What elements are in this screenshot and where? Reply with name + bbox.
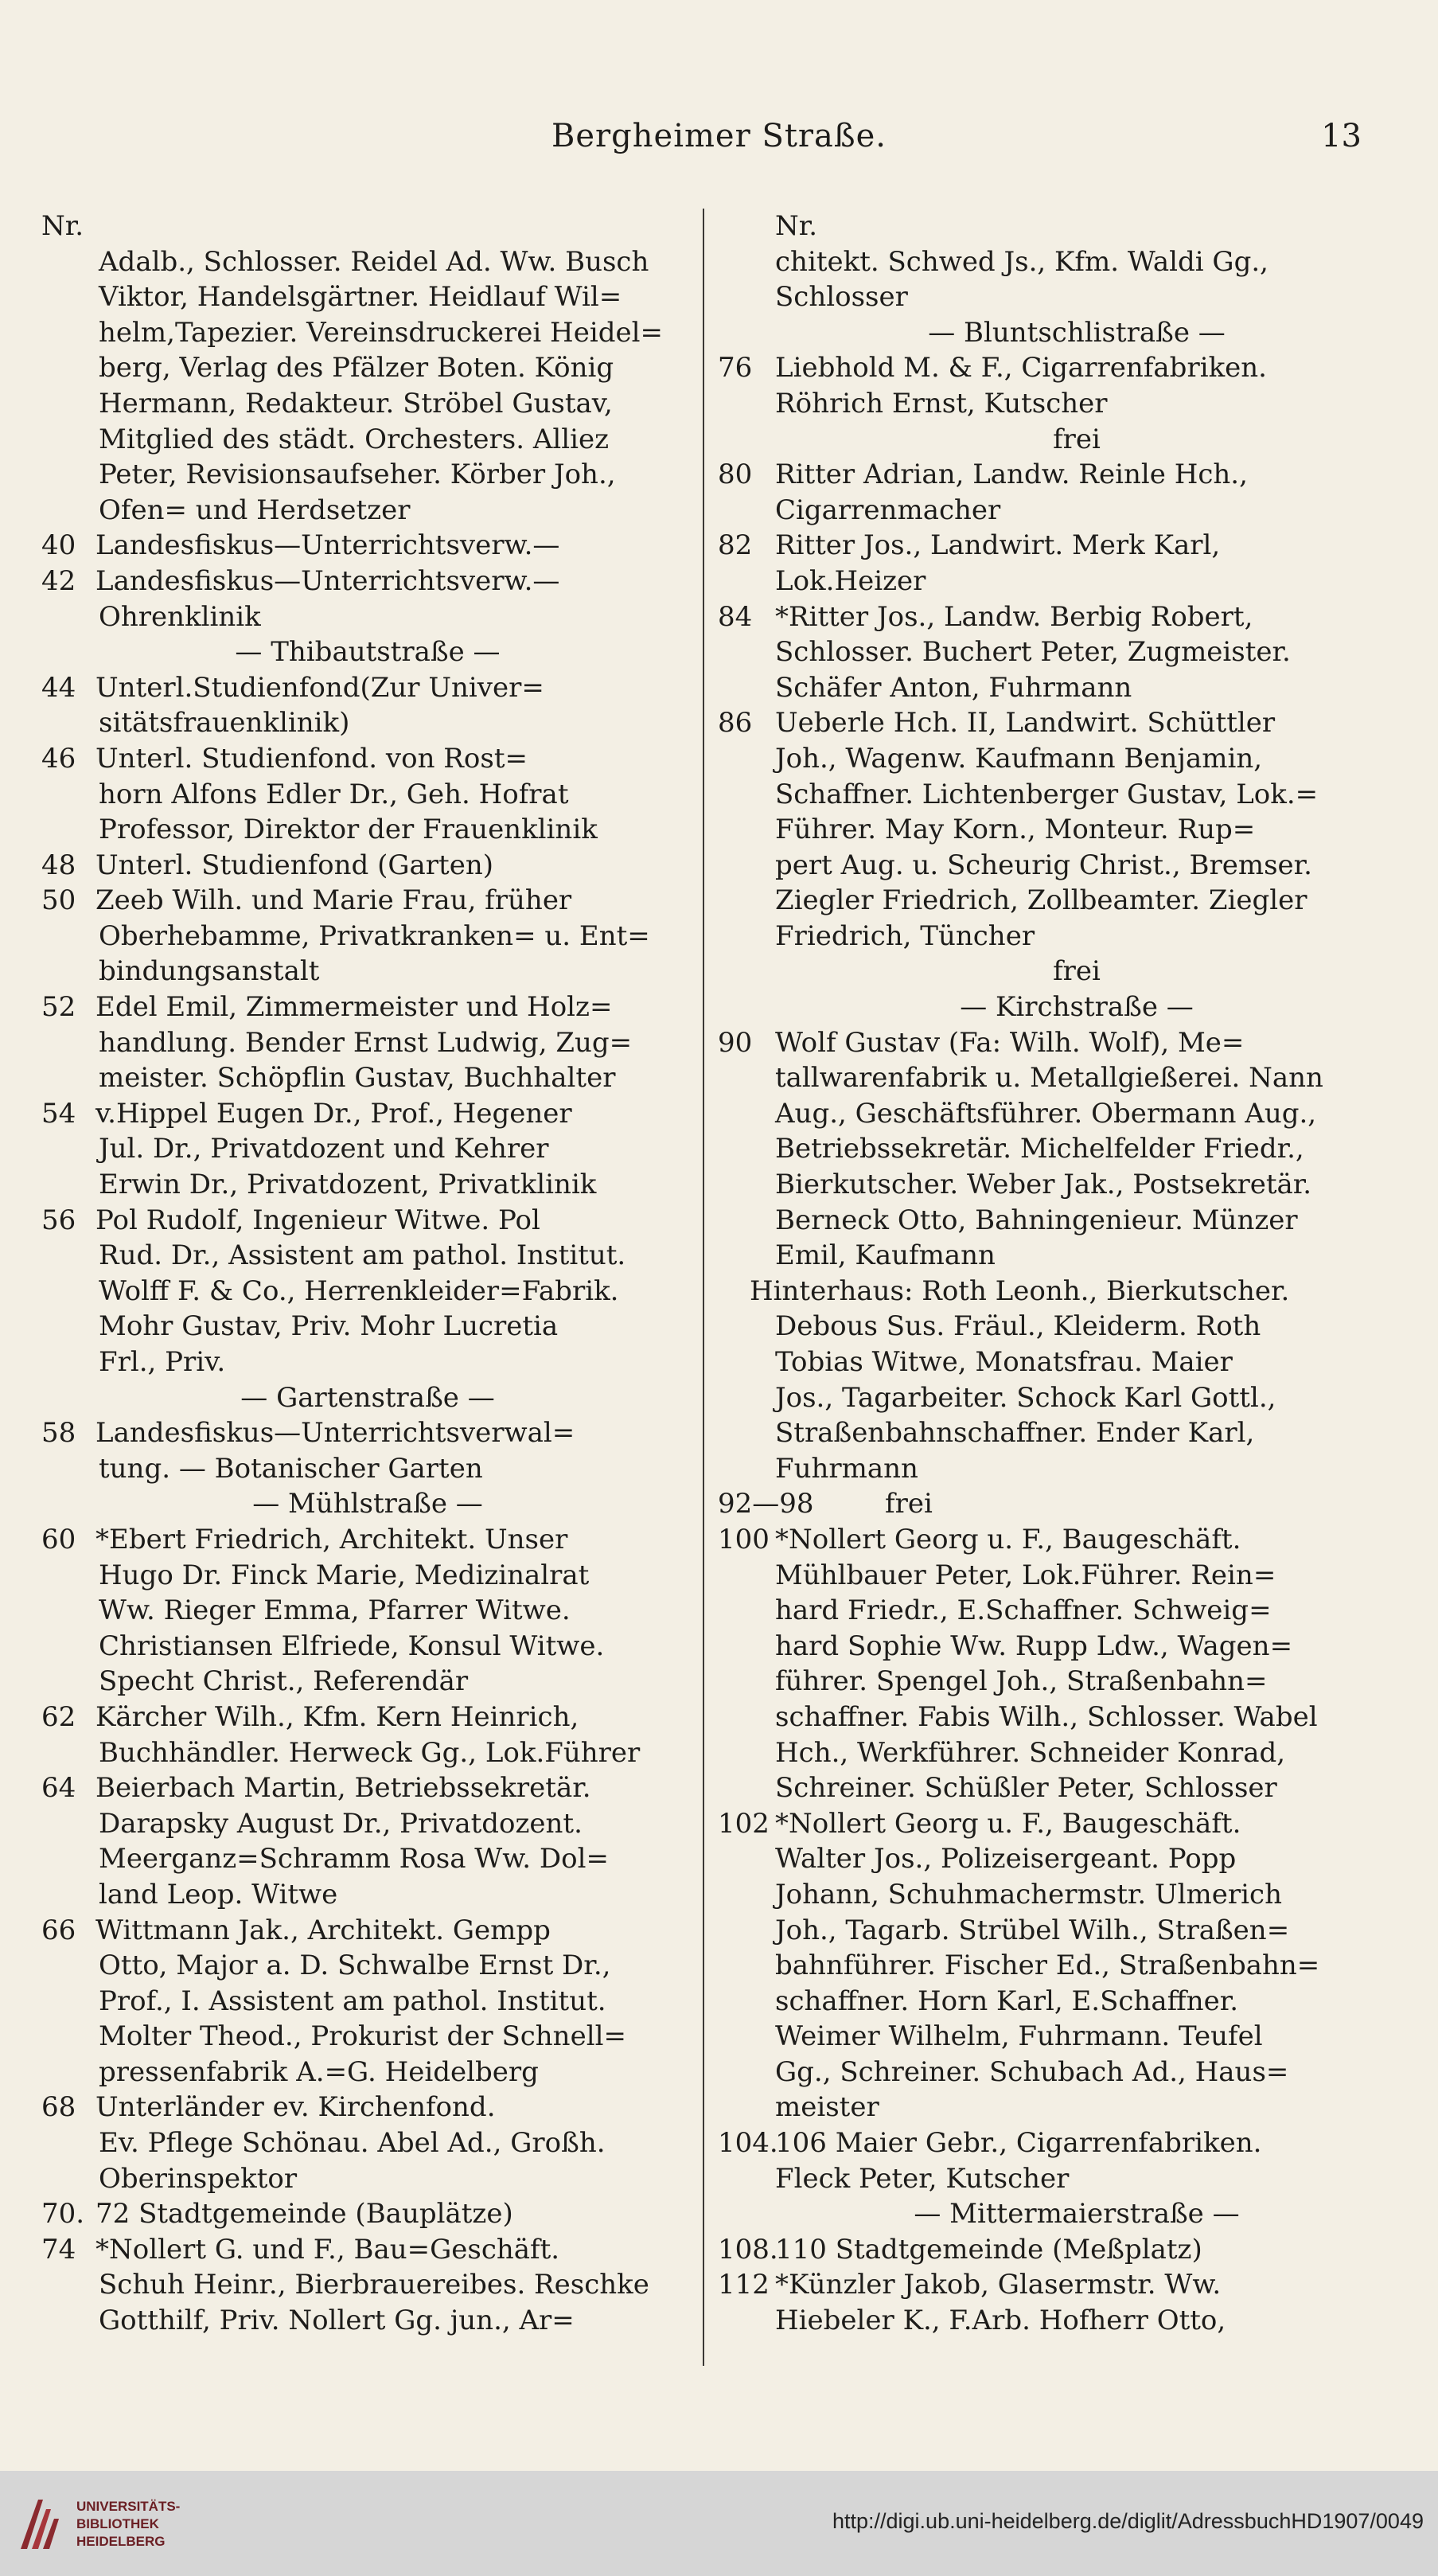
entry-continuation-line <box>718 386 1378 422</box>
line-text: Ziegler Friedrich, Zollbeamter. Ziegler <box>775 884 1307 917</box>
line-text: tallwarenfabrik u. Metallgießerei. Nann <box>775 1062 1323 1095</box>
line-text: — Thibautstraße — <box>235 636 501 669</box>
line-text: Bierkutscher. Weber Jak., Postsekretär. <box>775 1169 1312 1201</box>
right-column <box>718 209 1378 2339</box>
footer-bar <box>0 2471 1438 2576</box>
house-number: 74 <box>41 2233 76 2266</box>
line-text: Ohrenklinik <box>99 600 261 633</box>
line-text: Ritter Jos., Landwirt. Merk Karl, <box>775 529 1221 562</box>
line-text: Joh., Wagenw. Kaufmann Benjamin, <box>775 742 1263 775</box>
entry-continuation-line <box>718 1700 1378 1735</box>
house-number: 48 <box>41 849 76 881</box>
entry-continuation-line <box>41 422 694 458</box>
line-text: Weimer Wilhelm, Fuhrmann. Teufel <box>775 2020 1263 2053</box>
line-text: Oberinspektor <box>99 2162 298 2195</box>
address-entry-line <box>41 670 694 706</box>
house-number: 80 <box>718 459 753 491</box>
line-text: Zeeb Wilh. und Marie Frau, früher <box>95 884 572 917</box>
line-text: Ofen= und Herdsetzer <box>99 494 411 526</box>
entry-continuation-line <box>718 812 1378 848</box>
line-text: Röhrich Ernst, Kutscher <box>775 387 1108 420</box>
line-text: Frl., Priv. <box>99 1346 226 1378</box>
entry-continuation-line <box>718 564 1378 599</box>
line-text: Pol Rudolf, Ingenieur Witwe. Pol <box>95 1204 540 1236</box>
line-text: Peter, Revisionsaufseher. Körber Joh., <box>99 459 616 491</box>
line-text: *Künzler Jakob, Glasermstr. Ww. <box>775 2269 1222 2301</box>
entry-continuation-line <box>718 1984 1378 2020</box>
line-text: Adalb., Schlosser. Reidel Ad. Ww. Busch <box>99 245 649 278</box>
line-text: Betriebssekretär. Michelfelder Friedr., <box>775 1133 1304 1165</box>
line-text: hard Sophie Ww. Rupp Ldw., Wagen= <box>775 1630 1293 1662</box>
logo-line: UNIVERSITÄTS- <box>76 2499 181 2514</box>
address-entry-line <box>41 1770 694 1806</box>
line-text: Straßenbahnschaffner. Ender Karl, <box>775 1417 1255 1450</box>
line-text: Erwin Dr., Privatdozent, Privatklinik <box>99 1169 597 1201</box>
entry-continuation-line <box>41 1167 694 1203</box>
entry-continuation-line <box>41 1984 694 2020</box>
line-text: Ww. Rieger Emma, Pfarrer Witwe. <box>99 1594 571 1627</box>
line-text: meister <box>775 2091 879 2124</box>
address-entry-line <box>41 883 694 919</box>
house-number: 112 <box>718 2269 770 2301</box>
logo-line: BIBLIOTHEK <box>76 2516 159 2531</box>
line-text: Prof., I. Assistent am pathol. Institut. <box>99 1985 606 2017</box>
entry-continuation-line <box>718 2019 1378 2055</box>
entry-continuation-line <box>41 705 694 741</box>
line-text: Specht Christ., Referendär <box>99 1665 469 1698</box>
entry-continuation-line <box>41 1025 694 1061</box>
address-entry-line <box>718 350 1378 386</box>
line-text: Unterl. Studienfond. von Rost= <box>95 742 528 775</box>
page-number: 13 <box>1321 118 1362 154</box>
line-text: Hugo Dr. Finck Marie, Medizinalrat <box>99 1559 590 1591</box>
logo-line: HEIDELBERG <box>76 2534 166 2549</box>
line-text: Fleck Peter, Kutscher <box>775 2162 1070 2195</box>
source-url-link[interactable]: http://digi.ub.uni-heidelberg.de/diglit/AdressbuchHD1907/0049 <box>832 2509 1424 2533</box>
entry-continuation-line <box>41 599 694 635</box>
entry-continuation-line <box>41 2161 694 2197</box>
address-entry-line <box>41 1415 694 1451</box>
column-divider <box>703 209 704 2366</box>
page-header <box>0 118 1438 174</box>
line-text: v.Hippel Eugen Dr., Prof., Hegener <box>95 1097 572 1130</box>
line-text: schaffner. Horn Karl, E.Schaffner. <box>775 1985 1239 2017</box>
entry-continuation-line <box>718 1593 1378 1629</box>
entry-continuation-line <box>41 279 694 315</box>
entry-continuation-line <box>41 1451 694 1487</box>
address-entry-line <box>718 528 1378 564</box>
entry-continuation-line <box>718 1877 1378 1913</box>
line-text: Friedrich, Tüncher <box>775 919 1035 952</box>
entry-continuation-line <box>718 2303 1378 2339</box>
line-text: 72 Stadtgemeinde (Bauplätze) <box>95 2198 513 2231</box>
line-text: Professor, Direktor der Frauenklinik <box>99 814 598 846</box>
line-text: Jul. Dr., Privatdozent und Kehrer <box>99 1133 549 1165</box>
line-text: Gg., Schreiner. Schubach Ad., Haus= <box>775 2055 1289 2088</box>
line-text: Schuh Heinr., Bierbrauereibes. Reschke <box>99 2269 649 2301</box>
entry-continuation-line <box>718 634 1378 670</box>
house-number: 68 <box>41 2091 76 2124</box>
line-text: Oberhebamme, Privatkranken= u. Ent= <box>99 919 650 952</box>
entry-continuation-line <box>41 1806 694 1842</box>
line-text: Berneck Otto, Bahningenieur. Münzer <box>775 1204 1298 1236</box>
line-text: pressenfabrik A.=G. Heidelberg <box>99 2055 539 2088</box>
house-number: 58 <box>41 1417 76 1450</box>
line-text: — Bluntschlistraße — <box>928 316 1226 349</box>
line-text: Nr. <box>775 210 818 242</box>
line-text: Joh., Tagarb. Strübel Wilh., Straßen= <box>775 1914 1290 1946</box>
house-number: 64 <box>41 1772 76 1805</box>
line-text: Ueberle Hch. II, Landwirt. Schüttler <box>775 707 1276 740</box>
entry-continuation-line <box>41 1131 694 1167</box>
entry-continuation-line <box>718 1096 1378 1132</box>
entry-continuation-line <box>718 493 1378 529</box>
line-text: Fuhrmann <box>775 1452 918 1485</box>
address-entry-line <box>41 528 694 564</box>
line-text: Wolff F. & Co., Herrenkleider=Fabrik. <box>99 1274 619 1307</box>
line-text: berg, Verlag des Pfälzer Boten. König <box>99 352 614 384</box>
entry-continuation-line <box>718 1274 1378 1309</box>
entry-continuation-line <box>41 777 694 813</box>
line-text: Tobias Witwe, Monatsfrau. Maier <box>775 1346 1233 1378</box>
line-text: frei <box>1053 423 1101 455</box>
line-text: Edel Emil, Zimmermeister und Holz= <box>95 991 613 1024</box>
column-label <box>41 209 694 244</box>
address-entry-line <box>718 2232 1378 2268</box>
entry-continuation-line <box>718 1451 1378 1487</box>
line-text: hard Friedr., E.Schaffner. Schweig= <box>775 1594 1272 1627</box>
line-text: *Nollert G. und F., Bau=Geschäft. <box>95 2233 560 2266</box>
line-text: 110 Stadtgemeinde (Meßplatz) <box>775 2233 1202 2266</box>
entry-continuation-line <box>41 2125 694 2161</box>
line-text: Hermann, Redakteur. Ströbel Gustav, <box>99 387 613 420</box>
house-number: 50 <box>41 884 76 917</box>
entry-continuation-line <box>718 1948 1378 1984</box>
entry-continuation-line <box>718 279 1378 315</box>
address-entry-line <box>41 989 694 1025</box>
line-text: Schlosser <box>775 281 908 314</box>
address-entry-line <box>718 1522 1378 1558</box>
entry-continuation-line <box>718 1735 1378 1771</box>
line-text: Landesfiskus—Unterrichtsverwal= <box>95 1417 575 1450</box>
entry-continuation-line <box>41 1238 694 1274</box>
line-text: schaffner. Fabis Wilh., Schlosser. Wabel <box>775 1700 1318 1733</box>
line-text: land Leop. Witwe <box>99 1878 338 1911</box>
line-text: Beierbach Martin, Betriebssekretär. <box>95 1772 591 1805</box>
address-entry-line <box>41 2090 694 2125</box>
entry-continuation-line <box>41 1558 694 1594</box>
entry-continuation-line <box>41 919 694 954</box>
line-text: Nr. <box>41 210 84 242</box>
house-number: 62 <box>41 1700 76 1733</box>
house-number: 40 <box>41 529 76 562</box>
house-number: 84 <box>718 600 753 633</box>
line-text: Schäfer Anton, Fuhrmann <box>775 671 1132 704</box>
street-heading <box>41 1486 694 1522</box>
street-heading <box>41 1380 694 1416</box>
line-text: Jos., Tagarbeiter. Schock Karl Gottl., <box>775 1381 1276 1414</box>
entry-continuation-line <box>718 919 1378 954</box>
house-number: 56 <box>41 1204 76 1236</box>
address-entry-line <box>41 1522 694 1558</box>
line-text: Mühlbauer Peter, Lok.Führer. Rein= <box>775 1559 1276 1591</box>
entry-continuation-line <box>718 1380 1378 1416</box>
house-number: 70. <box>41 2198 85 2231</box>
line-text: helm,Tapezier. Vereinsdruckerei Heidel= <box>99 316 663 349</box>
house-number: 90 <box>718 1026 753 1059</box>
house-number: 46 <box>41 742 76 775</box>
street-heading <box>718 954 1378 989</box>
line-text: Hinterhaus: Roth Leonh., Bierkutscher. <box>750 1274 1290 1307</box>
address-entry-line <box>718 1486 1378 1522</box>
left-column <box>41 209 694 2339</box>
line-text: — Kirchstraße — <box>960 991 1194 1024</box>
line-text: Meerganz=Schramm Rosa Ww. Dol= <box>99 1843 610 1875</box>
university-library-logo-icon <box>14 2493 65 2554</box>
address-entry-line <box>718 2125 1378 2161</box>
entry-continuation-line <box>718 741 1378 777</box>
running-title: Bergheimer Straße. <box>551 118 887 154</box>
entry-continuation-line <box>718 1345 1378 1380</box>
line-text: Mohr Gustav, Priv. Mohr Lucretia <box>99 1310 559 1343</box>
line-text: *Nollert Georg u. F., Baugeschäft. <box>775 1807 1241 1840</box>
address-entry-line <box>41 1096 694 1132</box>
entry-continuation-line <box>718 2055 1378 2090</box>
line-text: Unterl.Studienfond(Zur Univer= <box>95 671 544 704</box>
entry-continuation-line <box>718 670 1378 706</box>
line-text: *Ebert Friedrich, Architekt. Unser <box>95 1523 568 1555</box>
entry-continuation-line <box>718 1558 1378 1594</box>
address-entry-line <box>41 564 694 599</box>
line-text: frei <box>885 1488 933 1520</box>
entry-continuation-line <box>718 1167 1378 1203</box>
house-number: 66 <box>41 1914 76 1946</box>
line-text: Otto, Major a. D. Schwalbe Ernst Dr., <box>99 1950 611 1982</box>
line-text: meister. Schöpflin Gustav, Buchhalter <box>99 1062 616 1095</box>
entry-continuation-line <box>41 1274 694 1309</box>
street-heading <box>718 315 1378 351</box>
line-text: Gotthilf, Priv. Nollert Gg. jun., Ar= <box>99 2305 575 2337</box>
address-entry-line <box>41 741 694 777</box>
line-text: Emil, Kaufmann <box>775 1239 996 1272</box>
entry-continuation-line <box>41 1060 694 1096</box>
entry-continuation-line <box>41 1735 694 1771</box>
entry-continuation-line <box>718 1238 1378 1274</box>
entry-continuation-line <box>41 1309 694 1345</box>
library-logo-text <box>76 2498 180 2551</box>
line-text: Darapsky August Dr., Privatdozent. <box>99 1807 583 1840</box>
house-number: 52 <box>41 991 76 1024</box>
line-text: — Mühlstraße — <box>252 1488 483 1520</box>
line-text: Ev. Pflege Schönau. Abel Ad., Großh. <box>99 2127 606 2160</box>
entry-continuation-line <box>41 1629 694 1665</box>
entry-continuation-line <box>41 1877 694 1913</box>
line-text: führer. Spengel Joh., Straßenbahn= <box>775 1665 1268 1698</box>
line-text: horn Alfons Edler Dr., Geh. Hofrat <box>99 778 569 810</box>
entry-continuation-line <box>718 1060 1378 1096</box>
entry-continuation-line <box>718 777 1378 813</box>
entry-continuation-line <box>718 1629 1378 1665</box>
line-text: bindungsanstalt <box>99 955 320 988</box>
line-text: — Gartenstraße — <box>240 1381 495 1414</box>
entry-continuation-line <box>41 812 694 848</box>
line-text: bahnführer. Fischer Ed., Straßenbahn= <box>775 1950 1320 1982</box>
entry-continuation-line <box>718 244 1378 280</box>
entry-continuation-line <box>41 2055 694 2090</box>
entry-continuation-line <box>718 1841 1378 1877</box>
house-number: 44 <box>41 671 76 704</box>
entry-continuation-line <box>41 244 694 280</box>
line-text: Mitglied des städt. Orchesters. Alliez <box>99 423 610 455</box>
address-entry-line <box>718 705 1378 741</box>
entry-continuation-line <box>718 883 1378 919</box>
line-text: Buchhändler. Herweck Gg., Lok.Führer <box>99 1736 641 1769</box>
address-entry-line <box>41 2196 694 2232</box>
entry-continuation-line <box>718 848 1378 884</box>
address-entry-line <box>718 1025 1378 1061</box>
line-text: Christiansen Elfriede, Konsul Witwe. <box>99 1630 605 1662</box>
address-entry-line <box>718 457 1378 493</box>
house-number: 92—98 <box>718 1488 814 1520</box>
line-text: Lok.Heizer <box>775 564 926 597</box>
line-text: Walter Jos., Polizeisergeant. Popp <box>775 1843 1237 1875</box>
entry-continuation-line <box>718 1913 1378 1949</box>
line-text: Wittmann Jak., Architekt. Gempp <box>95 1914 551 1946</box>
line-text: pert Aug. u. Scheurig Christ., Bremser. <box>775 849 1312 881</box>
address-entry-line <box>41 848 694 884</box>
column-label <box>718 209 1378 244</box>
address-entry-line <box>41 1700 694 1735</box>
address-entry-line <box>718 1806 1378 1842</box>
entry-continuation-line <box>41 2267 694 2303</box>
line-text: Hiebeler K., F.Arb. Hofherr Otto, <box>775 2305 1226 2337</box>
entry-continuation-line <box>41 386 694 422</box>
line-text: sitätsfrauenklinik) <box>99 707 350 740</box>
entry-continuation-line <box>718 1309 1378 1345</box>
line-text: Kärcher Wilh., Kfm. Kern Heinrich, <box>95 1700 579 1733</box>
line-text: 106 Maier Gebr., Cigarrenfabriken. <box>775 2127 1262 2160</box>
house-number: 76 <box>718 352 753 384</box>
entry-continuation-line <box>41 350 694 386</box>
address-entry-line <box>718 599 1378 635</box>
line-text: Johann, Schuhmachermstr. Ulmerich <box>775 1878 1282 1911</box>
line-text: Unterländer ev. Kirchenfond. <box>95 2091 496 2124</box>
address-entry-line <box>41 1913 694 1949</box>
entry-continuation-line <box>718 1203 1378 1239</box>
line-text: tung. — Botanischer Garten <box>99 1452 483 1485</box>
entry-continuation-line <box>718 1415 1378 1451</box>
house-number: 100 <box>718 1523 770 1555</box>
line-text: Rud. Dr., Assistent am pathol. Institut. <box>99 1239 626 1272</box>
line-text: Landesfiskus—Unterrichtsverw.— <box>95 529 560 562</box>
street-heading <box>718 2196 1378 2232</box>
house-number: 54 <box>41 1097 76 1130</box>
line-text: Debous Sus. Fräul., Kleiderm. Roth <box>775 1310 1261 1343</box>
entry-continuation-line <box>41 1345 694 1380</box>
entry-continuation-line <box>41 1948 694 1984</box>
line-text: Führer. May Korn., Monteur. Rup= <box>775 814 1256 846</box>
entry-continuation-line <box>41 315 694 351</box>
line-text: Hch., Werkführer. Schneider Konrad, <box>775 1736 1286 1769</box>
line-text: Schaffner. Lichtenberger Gustav, Lok.= <box>775 778 1319 810</box>
entry-continuation-line <box>41 954 694 989</box>
street-heading <box>718 989 1378 1025</box>
line-text: Schreiner. Schüßler Peter, Schlosser <box>775 1772 1277 1805</box>
entry-continuation-line <box>718 2090 1378 2125</box>
street-heading <box>41 634 694 670</box>
house-number: 104. <box>718 2127 778 2160</box>
line-text: Molter Theod., Prokurist der Schnell= <box>99 2020 626 2053</box>
house-number: 86 <box>718 707 753 740</box>
line-text: chitekt. Schwed Js., Kfm. Waldi Gg., <box>775 245 1268 278</box>
line-text: Viktor, Handelsgärtner. Heidlauf Wil= <box>99 281 622 314</box>
house-number: 82 <box>718 529 753 562</box>
entry-continuation-line <box>718 1664 1378 1700</box>
address-entry-line <box>718 2267 1378 2303</box>
house-number: 42 <box>41 564 76 597</box>
line-text: — Mittermaierstraße — <box>914 2198 1240 2231</box>
entry-continuation-line <box>41 1664 694 1700</box>
house-number: 60 <box>41 1523 76 1555</box>
house-number: 102 <box>718 1807 770 1840</box>
address-entry-line <box>41 2232 694 2268</box>
line-text: Ritter Adrian, Landw. Reinle Hch., <box>775 459 1248 491</box>
line-text: *Ritter Jos., Landw. Berbig Robert, <box>775 600 1253 633</box>
line-text: *Nollert Georg u. F., Baugeschäft. <box>775 1523 1241 1555</box>
entry-continuation-line <box>718 2161 1378 2197</box>
entry-continuation-line <box>41 1841 694 1877</box>
line-text: frei <box>1053 955 1101 988</box>
line-text: handlung. Bender Ernst Ludwig, Zug= <box>99 1026 633 1059</box>
line-text: Schlosser. Buchert Peter, Zugmeister. <box>775 636 1291 669</box>
line-text: Landesfiskus—Unterrichtsverw.— <box>95 564 560 597</box>
entry-continuation-line <box>41 2303 694 2339</box>
line-text: Aug., Geschäftsführer. Obermann Aug., <box>775 1097 1317 1130</box>
line-text: Unterl. Studienfond (Garten) <box>95 849 494 881</box>
entry-continuation-line <box>41 2019 694 2055</box>
entry-continuation-line <box>41 457 694 493</box>
entry-continuation-line <box>718 1770 1378 1806</box>
entry-continuation-line <box>41 1593 694 1629</box>
entry-continuation-line <box>718 1131 1378 1167</box>
line-text: Wolf Gustav (Fa: Wilh. Wolf), Me= <box>775 1026 1245 1059</box>
street-heading <box>718 422 1378 458</box>
house-number: 108. <box>718 2233 778 2266</box>
line-text: Cigarrenmacher <box>775 494 1001 526</box>
line-text: Liebhold M. & F., Cigarrenfabriken. <box>775 352 1267 384</box>
address-entry-line <box>41 1203 694 1239</box>
entry-continuation-line <box>41 493 694 529</box>
